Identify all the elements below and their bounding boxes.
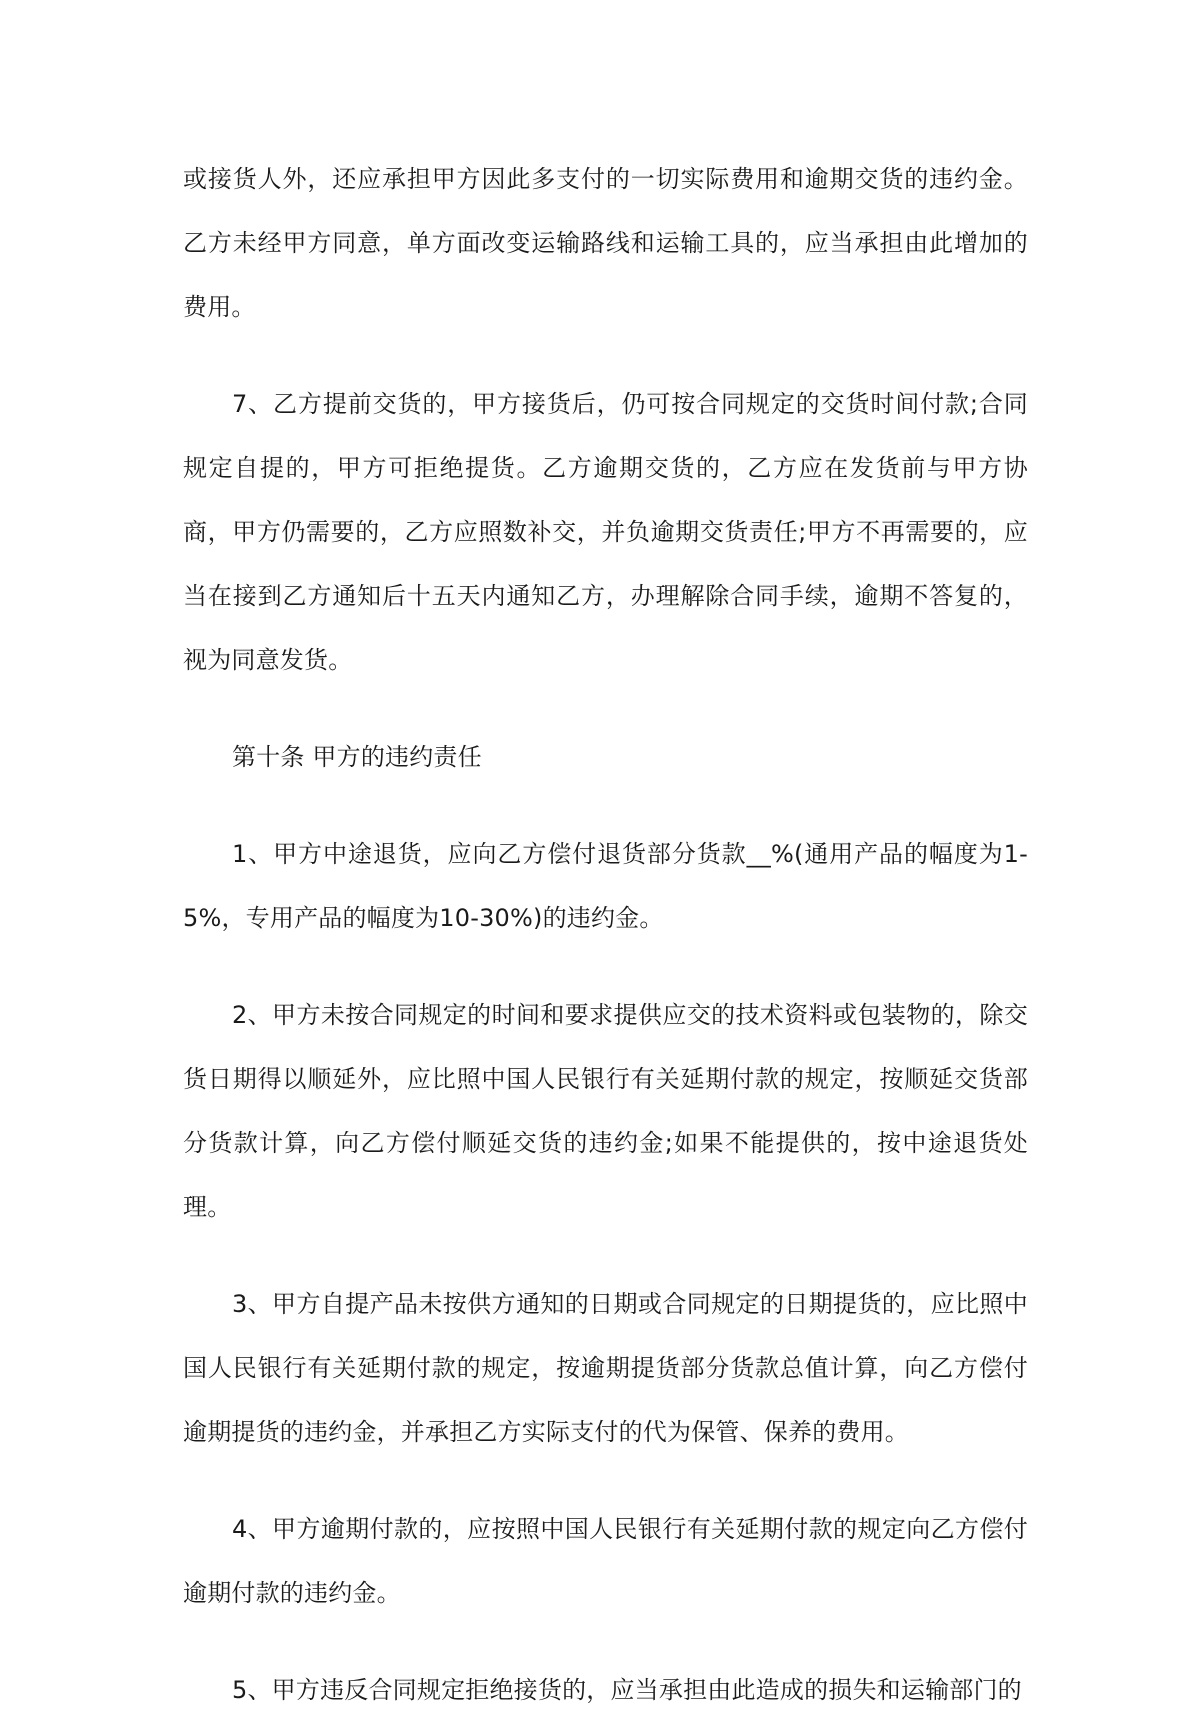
- paragraph-clause-7: 7、乙方提前交货的，甲方接货后，仍可按合同规定的交货时间付款;合同规定自提的，甲方可拒绝提货。乙方逾期交货的，乙方应在发货前与甲方协商，甲方仍需要的，乙方应照数补交，并负逾期交货责任;甲方不再需要的，应当在接到乙方通知后十五天内通知乙方，办理解除合同手续，逾期不答复的，视为同意发货。: [183, 390, 1028, 674]
- paragraph-article-10-item-1: 1、甲方中途退货，应向乙方偿付退货部分货款__%(通用产品的幅度为1-5%，专用产品的幅度为10-30%)的违约金。: [183, 840, 1028, 932]
- document-body: [183, 147, 1028, 1722]
- paragraph-article-10-item-5: 5、甲方违反合同规定拒绝接货的，应当承担由此造成的损失和运输部门的: [232, 1676, 1022, 1704]
- paragraph-article-10-item-4: 4、甲方逾期付款的，应按照中国人民银行有关延期付款的规定向乙方偿付逾期付款的违约金。: [183, 1515, 1028, 1607]
- paragraph-article-10-item-3: 3、甲方自提产品未按供方通知的日期或合同规定的日期提货的，应比照中国人民银行有关延期付款的规定，按逾期提货部分货款总值计算，向乙方偿付逾期提货的违约金，并承担乙方实际支付的代为保管、保养的费用。: [183, 1290, 1028, 1446]
- article-10-heading: 第十条 甲方的违约责任: [232, 743, 482, 771]
- paragraph-continuation: 或接货人外，还应承担甲方因此多支付的一切实际费用和逾期交货的违约金。乙方未经甲方同意，单方面改变运输路线和运输工具的，应当承担由此增加的费用。: [183, 165, 1028, 321]
- paragraph-article-10-item-2: 2、甲方未按合同规定的时间和要求提供应交的技术资料或包装物的，除交货日期得以顺延外，应比照中国人民银行有关延期付款的规定，按顺延交货部分货款计算，向乙方偿付顺延交货的违约金;如果不能提供的，按中途退货处理。: [183, 1001, 1028, 1221]
